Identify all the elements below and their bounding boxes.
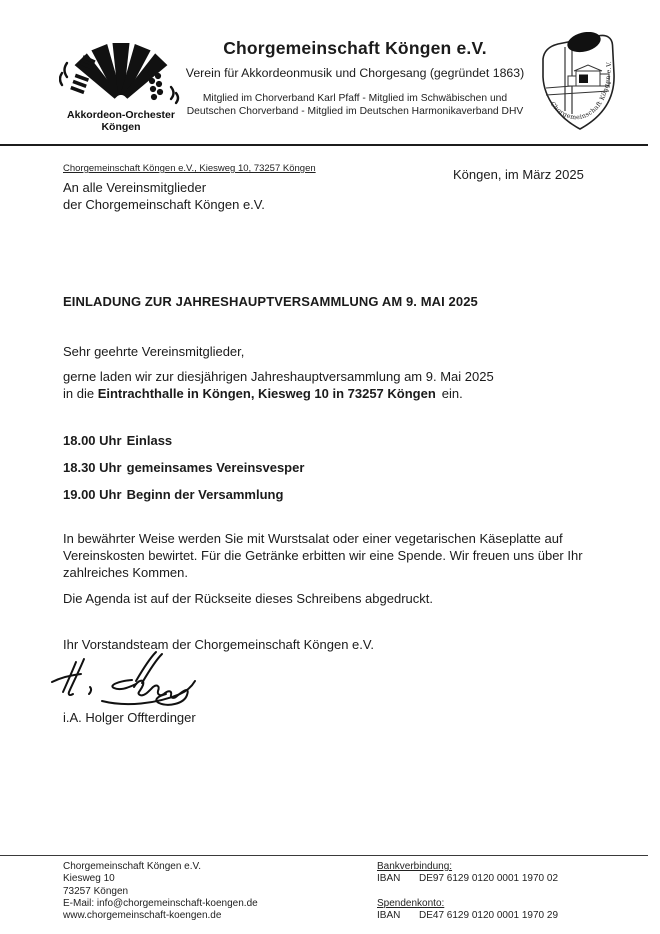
handwritten-signature-icon <box>50 649 198 709</box>
footer-website-line: www.chorgemeinschaft-koengen.de <box>63 910 222 922</box>
accordion-orchestra-logo <box>58 33 184 133</box>
schedule-list <box>63 433 304 514</box>
bank-heading: Bankverbindung: <box>377 861 453 872</box>
schedule-time: 18.30 Uhr <box>63 460 122 475</box>
recipient-block <box>63 180 265 213</box>
salutation: Sehr geehrte Vereinsmitglieder, <box>63 344 245 359</box>
donation-iban-label: IBAN <box>377 910 401 922</box>
agenda-note: Die Agenda ist auf der Rückseite dieses Schreibens abgedruckt. <box>63 591 433 606</box>
schedule-row <box>63 433 304 449</box>
membership-note <box>185 93 525 118</box>
footer-address <box>63 861 258 922</box>
donation-heading: Spendenkonto: <box>377 897 445 909</box>
schedule-event: gemeinsames Vereinsvesper <box>126 460 305 475</box>
footer-divider-rule <box>0 855 648 856</box>
donation-iban-value: DE47 6129 0120 0001 1970 29 <box>419 910 559 922</box>
date-line: Köngen, im März 2025 <box>453 167 584 182</box>
venue-suffix: ein. <box>441 386 463 401</box>
signer-name: i.A. Holger Offterdinger <box>63 710 196 725</box>
catering-line-1: In bewährter Weise werden Sie mit Wurstsalat oder einer vegetarischen Käseplatte auf <box>63 531 563 546</box>
left-logo-caption-line1: Akkordeon-Orchester <box>67 109 175 121</box>
invitation-line-2 <box>63 385 494 402</box>
venue-prefix: in die <box>63 386 98 401</box>
footer-email-line: E-Mail: info@chorgemeinschaft-koengen.de <box>63 897 258 909</box>
left-logo-caption-line2: Köngen <box>101 120 141 133</box>
bank-iban-label: IBAN <box>377 873 401 885</box>
org-subtitle: Verein für Akkordeonmusik und Chorgesang (gegründet 1863) <box>185 66 525 80</box>
footer-spacer <box>377 886 558 898</box>
schedule-time: 18.00 Uhr <box>63 433 122 448</box>
choir-shield-emblem-icon <box>534 32 626 134</box>
emblem-curved-text: Chorgemeinschaft Köngen e.V. <box>548 60 613 122</box>
membership-line-2: Deutschen Chorverband - Mitglied im Deutschen Harmonikaverband DHV <box>186 105 524 117</box>
donation-iban-row <box>377 910 558 922</box>
footer-bank-details <box>377 861 558 922</box>
membership-line-1: Mitglied im Chorverband Karl Pfaff - Mitglied im Schwäbischen und <box>202 93 508 104</box>
venue-bold-text: Eintrachthalle in Köngen, Kiesweg 10 in 73257 Köngen <box>97 386 436 401</box>
accordion-icon <box>59 33 183 105</box>
catering-line-2: Vereinskosten bewirtet. Für die Getränke erbitten wir eine Spende. Wir freuen uns über Ihr <box>63 548 583 563</box>
header-titles <box>185 38 525 118</box>
schedule-row <box>63 487 304 503</box>
recipient-line-2: der Chorgemeinschaft Köngen e.V. <box>63 196 265 212</box>
footer-address-line-3: 73257 Köngen <box>63 885 129 897</box>
schedule-row <box>63 460 304 476</box>
catering-line-3: zahlreiches Kommen. <box>63 565 188 580</box>
schedule-event: Einlass <box>126 433 173 448</box>
signature-block <box>50 649 198 714</box>
catering-paragraph <box>63 530 583 581</box>
sender-address-line: Chorgemeinschaft Köngen e.V., Kiesweg 10, 73257 Köngen <box>63 163 316 174</box>
invitation-line-1: gerne laden wir zur diesjährigen Jahreshauptversammlung am 9. Mai 2025 <box>63 369 494 384</box>
footer-address-line-2: Kiesweg 10 <box>63 873 115 885</box>
schedule-event: Beginn der Versammlung <box>126 487 284 502</box>
schedule-time: 19.00 Uhr <box>63 487 122 502</box>
closing-line: Ihr Vorstandsteam der Chorgemeinschaft Köngen e.V. <box>63 637 374 652</box>
recipient-line-1: An alle Vereinsmitglieder <box>63 180 207 195</box>
bank-iban-value: DE97 6129 0120 0001 1970 02 <box>419 873 559 885</box>
choir-emblem <box>534 32 626 139</box>
org-title: Chorgemeinschaft Köngen e.V. <box>223 38 487 58</box>
invitation-paragraph <box>63 368 494 402</box>
footer-address-line-1: Chorgemeinschaft Köngen e.V. <box>63 861 202 872</box>
header-divider-rule <box>0 144 648 146</box>
bank-iban-row <box>377 873 558 885</box>
subject-line: EINLADUNG ZUR JAHRESHAUPTVERSAMMLUNG AM 9. MAI 2025 <box>63 294 478 309</box>
